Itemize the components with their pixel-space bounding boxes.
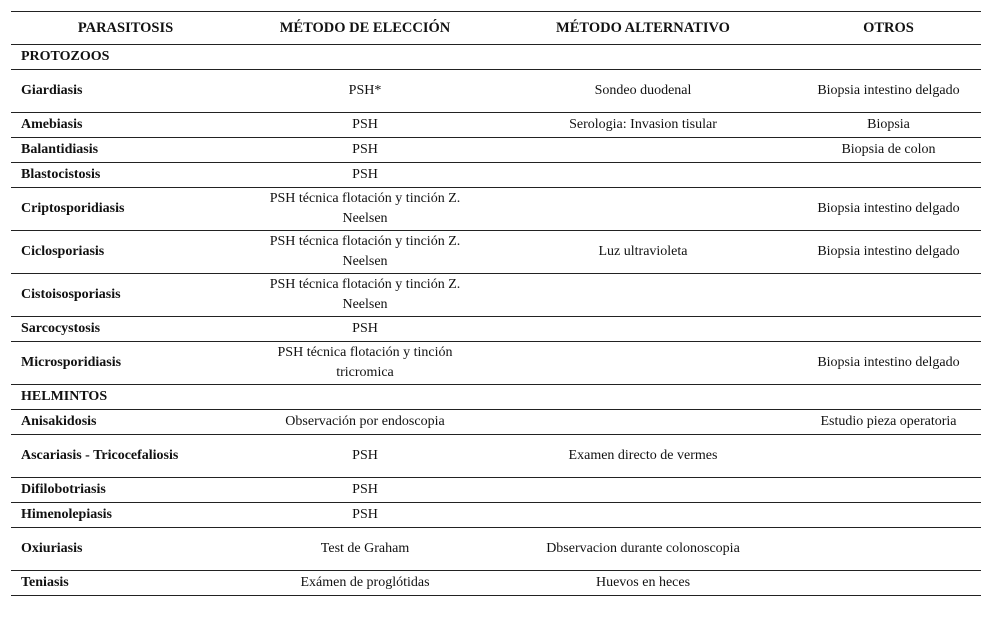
alternativo-cell	[490, 478, 796, 503]
section-label: PROTOZOOS	[21, 49, 110, 64]
alternativo-cell: Sondeo duodenal	[594, 83, 692, 98]
parasitosis-cell: Cistoisosporiasis	[21, 287, 121, 302]
section-row-protozoos	[11, 45, 981, 70]
otros-cell	[796, 274, 981, 317]
eleccion-cell: PSH	[352, 507, 378, 522]
otros-cell	[796, 528, 981, 571]
otros-cell	[796, 435, 981, 478]
otros-cell: Biopsia	[867, 117, 910, 132]
table-row	[11, 317, 981, 342]
eleccion-cell: PSH técnica flotación y tinción Z. Neelsen	[269, 191, 461, 226]
table-row	[11, 231, 981, 274]
eleccion-cell: Observación por endoscopia	[285, 414, 445, 429]
parasitosis-cell: Ascariasis - Tricocefaliosis	[21, 448, 179, 463]
header-otros: OTROS	[863, 19, 914, 36]
table-row	[11, 163, 981, 188]
alternativo-cell: Dbservacion durante colonoscopia	[546, 541, 740, 556]
table-row	[11, 138, 981, 163]
parasitosis-cell: Balantidiasis	[21, 142, 99, 157]
parasitosis-cell: Oxiuriasis	[21, 541, 83, 556]
parasitosis-cell: Giardiasis	[21, 83, 83, 98]
alternativo-cell	[490, 342, 796, 385]
alternativo-cell: Huevos en heces	[595, 575, 691, 590]
table-row	[11, 274, 981, 317]
header-metodo-eleccion: MÉTODO DE ELECCIÓN	[279, 19, 451, 36]
eleccion-cell: PSH técnica flotación y tinción Z. Neelsen	[269, 234, 461, 269]
alternativo-cell	[490, 503, 796, 528]
section-row-helmintos	[11, 385, 981, 410]
otros-cell	[796, 163, 981, 188]
parasitosis-cell: Teniasis	[21, 575, 69, 590]
otros-cell: Biopsia intestino delgado	[817, 355, 960, 370]
alternativo-cell	[490, 317, 796, 342]
otros-cell: Biopsia intestino delgado	[817, 201, 960, 216]
alternativo-cell	[490, 274, 796, 317]
header-row	[11, 12, 981, 45]
eleccion-cell: PSH	[352, 482, 378, 497]
eleccion-cell: Test de Graham	[320, 541, 410, 556]
table-row	[11, 435, 981, 478]
table-row	[11, 70, 981, 113]
table-row	[11, 528, 981, 571]
eleccion-cell: PSH técnica flotación y tinción Z. Neelsen	[269, 277, 461, 312]
otros-cell	[796, 571, 981, 596]
parasitosis-table	[11, 11, 981, 596]
alternativo-cell	[490, 138, 796, 163]
otros-cell	[796, 478, 981, 503]
table-row	[11, 410, 981, 435]
eleccion-cell: PSH	[352, 117, 378, 132]
parasitosis-cell: Criptosporidiasis	[21, 201, 125, 216]
section-label: HELMINTOS	[21, 389, 108, 404]
otros-cell: Estudio pieza operatoria	[820, 414, 957, 429]
otros-cell	[796, 503, 981, 528]
header-metodo-alternativo: MÉTODO ALTERNATIVO	[556, 19, 730, 36]
otros-cell: Biopsia intestino delgado	[817, 244, 960, 259]
table-row	[11, 113, 981, 138]
alternativo-cell: Serologia: Invasion tisular	[569, 117, 717, 132]
alternativo-cell: Examen directo de vermes	[568, 448, 718, 463]
parasitosis-cell: Anisakidosis	[21, 414, 97, 429]
eleccion-cell: PSH	[352, 142, 378, 157]
parasitosis-cell: Ciclosporiasis	[21, 244, 105, 259]
alternativo-cell: Luz ultravioleta	[598, 244, 688, 259]
otros-cell: Biopsia intestino delgado	[817, 83, 960, 98]
parasitosis-cell: Difilobotriasis	[21, 482, 106, 497]
eleccion-cell: PSH técnica flotación y tinción tricromica	[277, 345, 453, 380]
table-row	[11, 571, 981, 596]
eleccion-cell: PSH*	[348, 83, 382, 98]
eleccion-cell: PSH	[352, 321, 378, 336]
alternativo-cell	[490, 163, 796, 188]
parasitosis-cell: Himenolepiasis	[21, 507, 113, 522]
alternativo-cell	[490, 410, 796, 435]
header-parasitosis: PARASITOSIS	[77, 19, 174, 36]
alternativo-cell	[490, 188, 796, 231]
otros-cell: Biopsia de colon	[841, 142, 936, 157]
parasitosis-cell: Amebiasis	[21, 117, 83, 132]
table-row	[11, 188, 981, 231]
parasitosis-cell: Sarcocystosis	[21, 321, 101, 336]
eleccion-cell: PSH	[352, 167, 378, 182]
table-row	[11, 478, 981, 503]
table-row	[11, 342, 981, 385]
table-row	[11, 503, 981, 528]
parasitosis-table-container	[11, 11, 981, 596]
eleccion-cell: PSH	[352, 448, 378, 463]
parasitosis-cell: Blastocistosis	[21, 167, 101, 182]
parasitosis-cell: Microsporidiasis	[21, 355, 122, 370]
otros-cell	[796, 317, 981, 342]
eleccion-cell: Exámen de proglótidas	[300, 575, 430, 590]
